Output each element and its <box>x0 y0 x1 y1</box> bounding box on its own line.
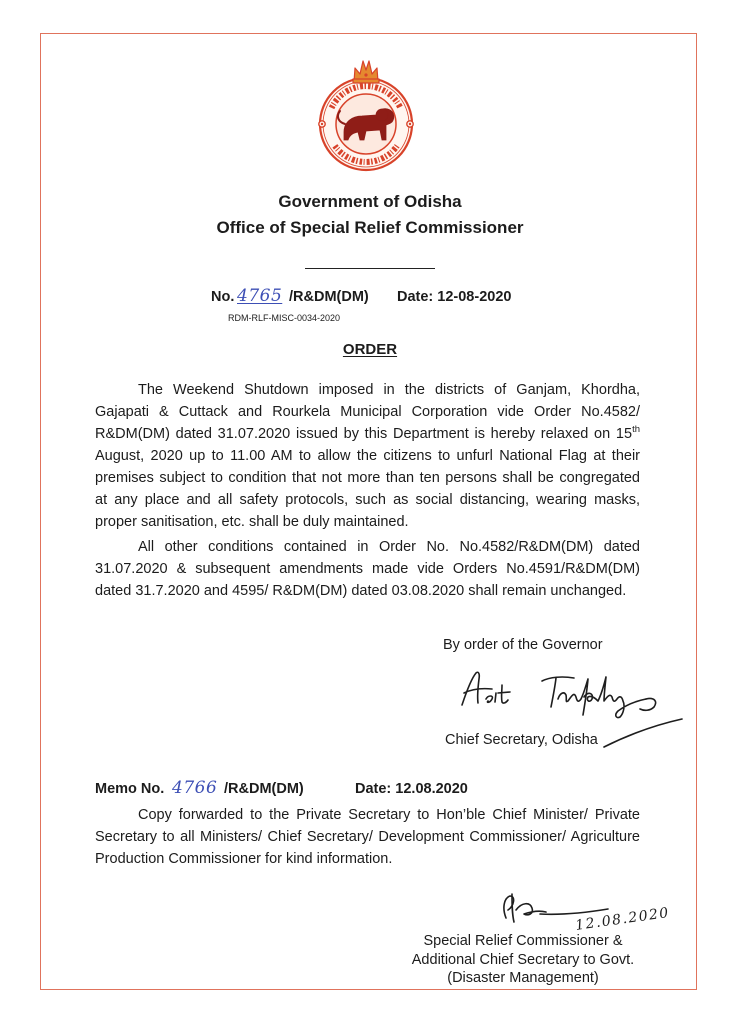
signature-stroke <box>486 685 510 703</box>
paragraph-line: August, 2020 up to 11.00 AM to allow the citizens to unfurl National Flag at their <box>95 448 640 464</box>
reference-number-handwritten: 4765 <box>237 286 283 306</box>
chief-secretary-designation: Chief Secretary, Odisha <box>445 732 598 748</box>
government-seal <box>300 52 432 176</box>
paragraph-line: 31.07.2020 & subsequent amendments made vide Orders No.4591/R&DM(DM) <box>95 561 640 577</box>
paragraph-line-with-superscript <box>95 423 640 445</box>
seal-crown-band <box>353 79 379 83</box>
signature-stroke <box>558 677 646 718</box>
header-divider <box>305 268 435 269</box>
seal-left-ornament-dot <box>321 123 323 125</box>
memo-suffix: /R&DM(DM) <box>224 781 304 797</box>
by-order-text: By order of the Governor <box>443 637 603 653</box>
seal-animal-mane <box>376 109 388 121</box>
paragraph-line-text: R&DM(DM) dated 31.07.2020 issued by this Department is hereby relaxed on 15 <box>95 426 633 442</box>
signature-stroke <box>542 677 574 707</box>
designation-line: (Disaster Management) <box>447 970 599 986</box>
reference-suffix: /R&DM(DM) <box>289 289 369 305</box>
order-title: ORDER <box>342 341 398 358</box>
memo-paragraph <box>95 804 640 870</box>
reference-prefix: No. <box>211 289 235 305</box>
paragraph-line: at any place and all safety protocols, such as social distancing, wearing masks, <box>95 492 640 508</box>
seal-crown-jewel <box>364 73 367 76</box>
header-office: Office of Special Relief Commissioner <box>216 218 524 237</box>
reference-date: Date: 12-08-2020 <box>397 289 512 305</box>
signature-stroke <box>540 909 608 914</box>
paragraph-line: All other conditions contained in Order No. No.4582/R&DM(DM) dated <box>138 539 640 555</box>
order-paragraph-2 <box>95 536 640 602</box>
paragraph-line: The Weekend Shutdown imposed in the districts of Ganjam, Khordha, <box>138 382 640 398</box>
memo-number-handwritten: 4766 <box>172 778 218 798</box>
designation-line: Additional Chief Secretary to Govt. <box>411 951 635 968</box>
signature-swoosh <box>604 719 682 747</box>
paragraph-line: proper sanitisation, etc. shall be duly maintained. <box>95 514 409 530</box>
signature-stroke <box>516 904 546 915</box>
paragraph-line: premises subject to condition that not more than ten persons shall be congregated <box>95 470 640 486</box>
designation-line: Special Relief Commissioner & <box>423 933 623 949</box>
paragraph-line: Production Commissioner for kind information. <box>95 851 393 867</box>
order-paragraph-1 <box>95 379 640 533</box>
paragraph-line: Gajapati & Cuttack and Rourkela Municipal Corporation vide Order No.4582/ <box>95 404 640 420</box>
memo-date: Date: 12.08.2020 <box>355 781 468 797</box>
paragraph-line: Secretary to all Ministers/ Chief Secretary/ Development Commissioner/ Agriculture <box>95 829 640 845</box>
file-code: RDM-RLF-MISC-0034-2020 <box>228 313 341 323</box>
header-government: Government of Odisha <box>278 192 462 211</box>
memo-prefix: Memo No. <box>95 781 165 797</box>
ordinal-superscript: th <box>632 424 640 435</box>
paragraph-line: Copy forwarded to the Private Secretary to Hon’ble Chief Minister/ Private <box>138 807 640 823</box>
seal-crown <box>353 61 379 83</box>
paragraph-line: dated 31.7.2020 and 4595/ R&DM(DM) dated 03.08.2020 shall remain unchanged. <box>95 583 627 599</box>
seal-right-ornament-dot <box>409 123 411 125</box>
handwritten-date: 12.08.2020 <box>574 904 671 934</box>
commissioner-designation <box>400 932 646 988</box>
